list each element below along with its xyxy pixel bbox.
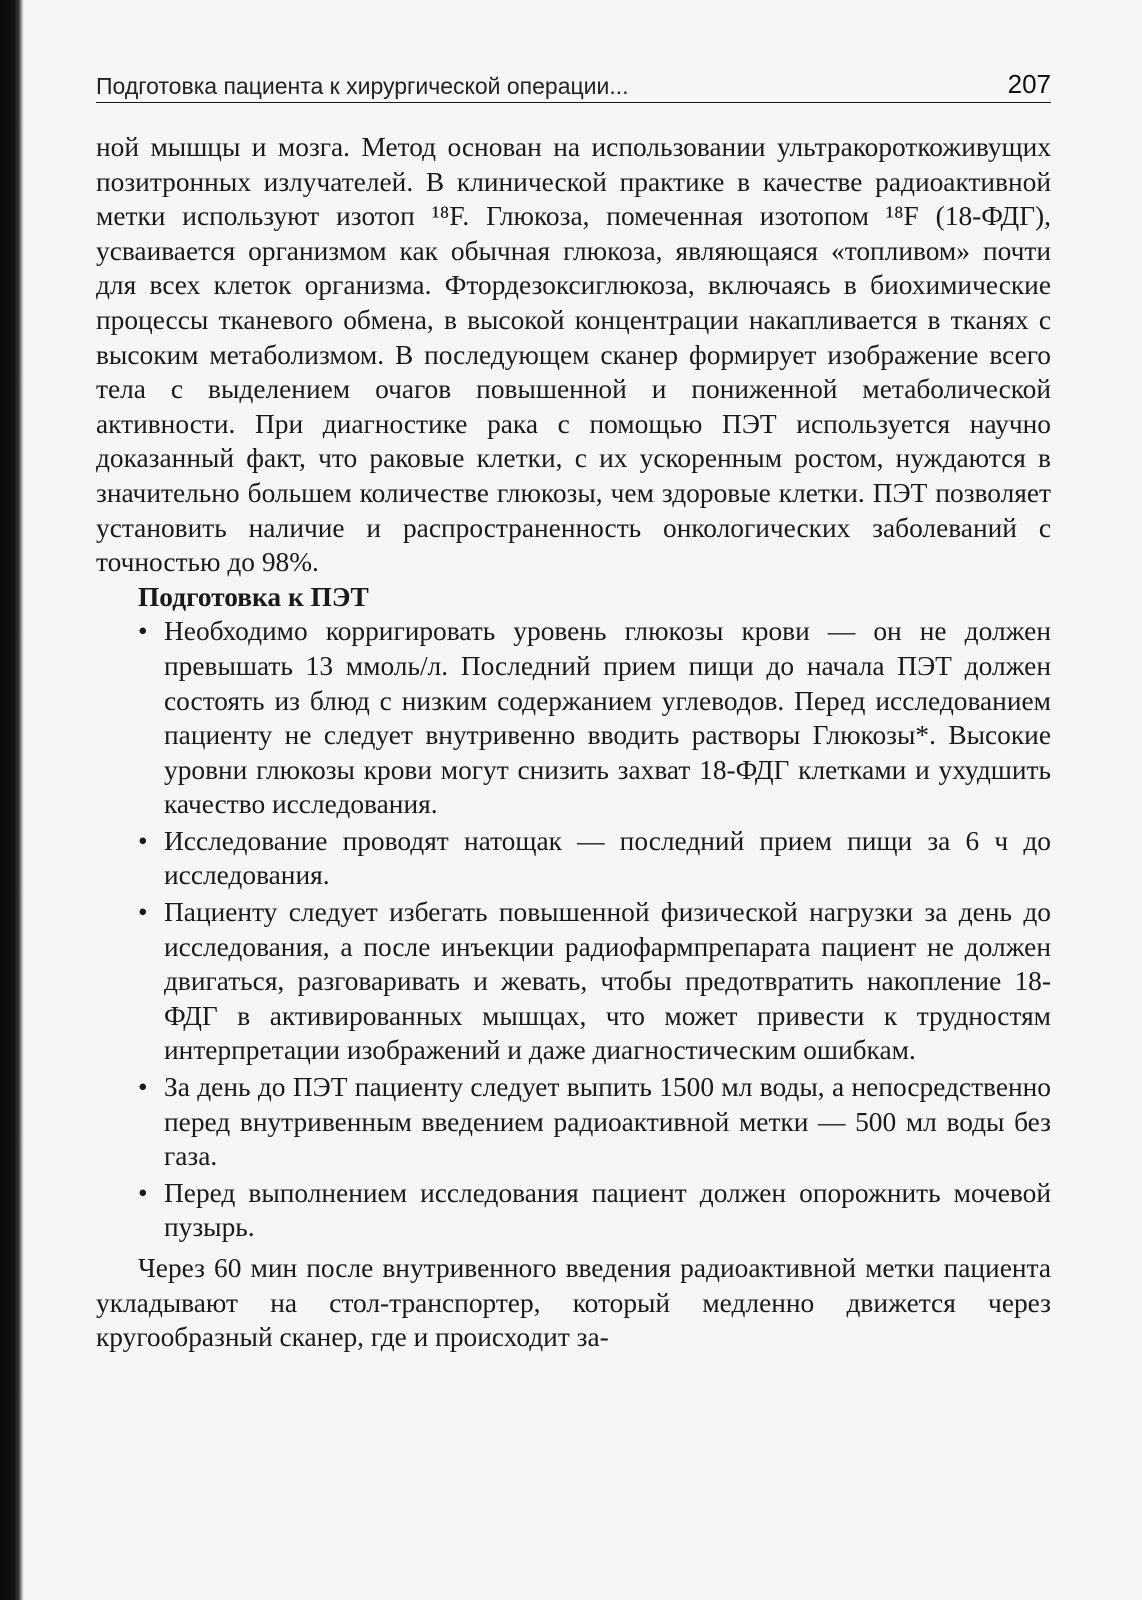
running-header-title: Подготовка пациента к хирургической операции... <box>96 73 629 99</box>
preparation-list <box>96 614 1051 1245</box>
list-item <box>96 1176 1051 1245</box>
book-page <box>96 58 1051 1355</box>
bullet-icon: • <box>138 825 148 856</box>
list-item-text: Перед выполнением исследования пациент должен опорожнить мочевой пузырь. <box>164 1177 1051 1243</box>
page-number: 207 <box>1007 69 1051 99</box>
bullet-icon: • <box>138 1072 148 1103</box>
list-item-text: Пациенту следует избегать повышенной физической нагрузки за день до исследования, а после инъекции радиофармпрепарата пациент не должен двигаться, разговаривать и жевать, чтобы предотвратить накопление 18-ФДГ в активированных мышцах, что может привести к трудностям интерпретации изображений и даже диагностическим ошибкам. <box>164 897 1051 1066</box>
running-header <box>96 58 1051 103</box>
list-item <box>96 895 1051 1068</box>
list-item-text: Исследование проводят натощак — последний прием пищи за 6 ч до исследования. <box>164 825 1051 891</box>
intro-paragraph: ной мышцы и мозга. Метод основан на использовании ультракороткоживущих позитронных излучателей. В клинической практике в качестве радиоактивной метки используют изотоп ¹⁸F. Глюкоза, помеченная изотопом ¹⁸F (18-ФДГ), усваивается организмом как обычная глюкоза, являющаяся «топливом» почти для всех клеток организма. Фтордезоксиглюкоза, включаясь в биохимические процессы тканевого обмена, в высокой концентрации накапливается в тканях с высоким метаболизмом. В последующем сканер формирует изображение всего тела с выделением очагов повышенной и пониженной метаболической активности. При диагностике рака с помощью ПЭТ используется научно доказанный факт, что раковые клетки, с их ускоренным ростом, нуждаются в значительно большем количестве глюкозы, чем здоровые клетки. ПЭТ позволяет установить наличие и распространенность онкологических заболеваний с точностью до 98%. <box>96 132 1051 578</box>
bullet-icon: • <box>138 897 148 928</box>
list-item-text: Необходимо корригировать уровень глюкозы крови — он не должен превышать 13 ммоль/л. Последний прием пищи до начала ПЭТ должен состоять из блюд с низким содержанием углеводов. Перед исследованием пациенту не следует внутривенно вводить растворы Глюкозы*. Высокие уровни глюкозы крови могут снизить захват 18-ФДГ клетками и ухудшить качество исследования. <box>164 616 1051 820</box>
section-heading: Подготовка к ПЭТ <box>138 581 369 612</box>
closing-paragraph: Через 60 мин после внутривенного введения радиоактивной метки пациента укладывают на стол-транспортер, который медленно движется через кругообразный сканер, где и происходит за- <box>96 1253 1051 1353</box>
page-body <box>96 130 1051 1355</box>
list-item <box>96 824 1051 893</box>
list-item-text: За день до ПЭТ пациенту следует выпить 1500 мл воды, а непосредственно перед внутривенным введением радиоактивной метки — 500 мл воды без газа. <box>164 1072 1051 1172</box>
book-spine-shadow <box>0 0 24 1600</box>
list-item <box>96 1070 1051 1174</box>
list-item <box>96 614 1051 822</box>
bullet-icon: • <box>138 616 148 647</box>
bullet-icon: • <box>138 1177 148 1208</box>
